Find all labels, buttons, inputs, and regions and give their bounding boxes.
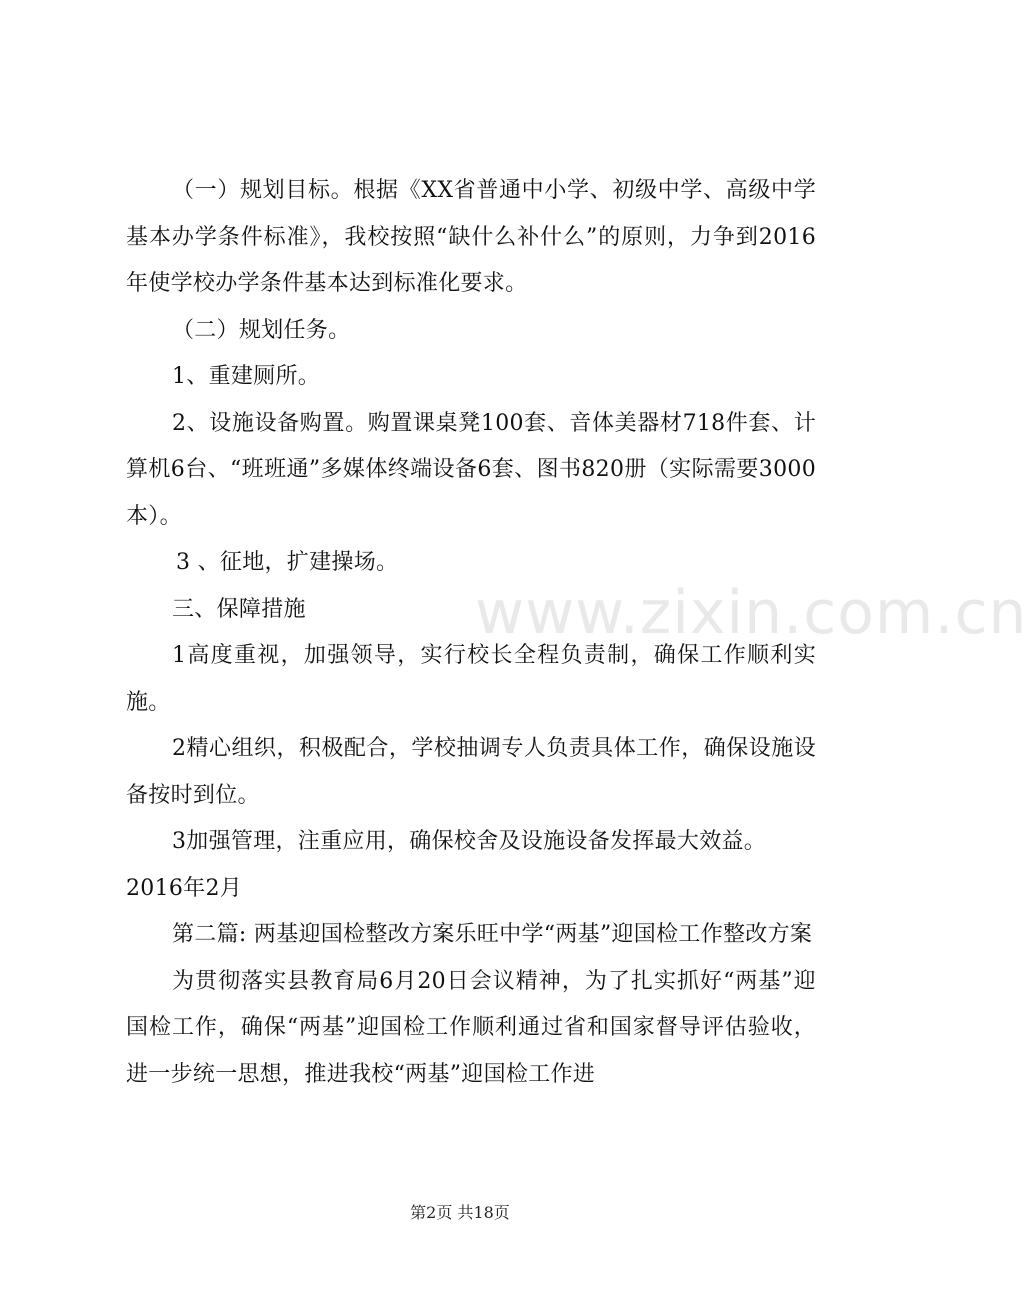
paragraph-measure-2: 2精心组织，积极配合，学校抽调专人负责具体工作，确保设施设备按时到位。 [126, 736, 816, 808]
paragraph-date: 2016年2月 [126, 875, 243, 901]
paragraph-part-two-title: 第二篇: 两基迎国检整改方案乐旺中学“两基”迎国检工作整改方案 [172, 922, 813, 947]
paragraph-planning-task-heading: （二）规划任务。 [172, 317, 351, 343]
paragraph-task-1: 1、重建厕所。 [172, 364, 321, 389]
paragraph-task-2: 2、设施设备购置。购置课桌凳100套、音体美器材718件套、计算机6台、“班班通”多媒体终端设备6套、图书820册（实际需要3000本）。 [126, 410, 816, 529]
paragraph-task-3: 3 、征地，扩建操场。 [176, 550, 399, 575]
paragraph-measure-1: 1高度重视，加强领导，实行校长全程负责制，确保工作顺利实施。 [126, 643, 816, 715]
paragraph-measure-3: 3加强管理，注重应用，确保校舍及设施设备发挥最大效益。 [172, 829, 767, 854]
watermark: www.zixin.com.cn [475, 578, 1027, 648]
document-body [126, 168, 816, 1098]
paragraph-measures-heading: 三、保障措施 [172, 596, 306, 622]
paragraph-planning-goal: （一）规划目标。根据《XX省普通中小学、初级中学、高级中学基本办学条件标准》，我校按照“缺什么补什么”的原则，力争到2016年使学校办学条件基本达到标准化要求。 [126, 178, 816, 296]
page-footer: 第2页 共18页 [410, 1203, 510, 1222]
paragraph-part-two-intro: 为贯彻落实县教育局6月20日会议精神，为了扎实抓好“两基”迎国检工作，确保“两基”迎国检工作顺利通过省和国家督导评估验收，进一步统一思想，推进我校“两基”迎国检工作进 [126, 968, 816, 1087]
